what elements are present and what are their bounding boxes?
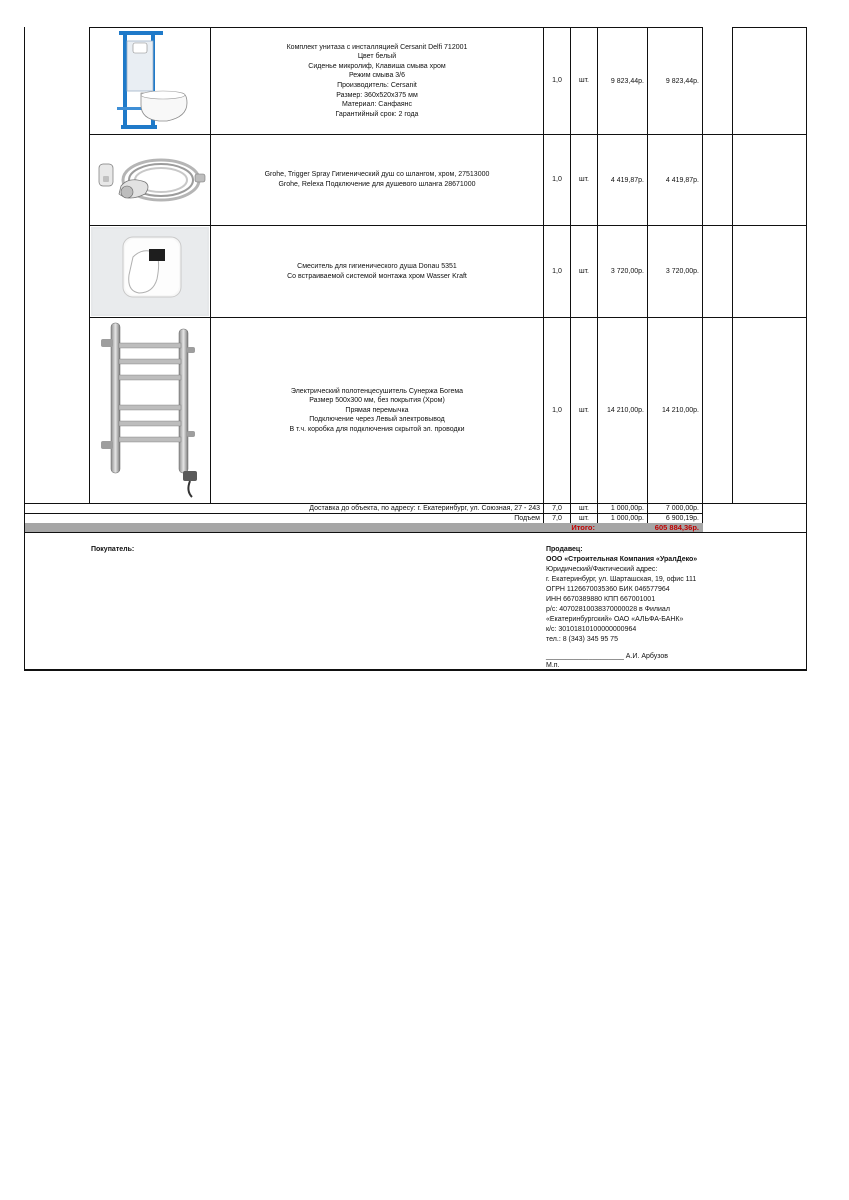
row-divider [732,27,807,28]
total-value: 605 884,36р. [654,523,699,532]
table-border-right [806,27,807,670]
item-unit: шт. [579,77,589,85]
item-sum: 14 210,00р. [662,407,699,414]
description-line: Комплект унитаза с инсталляцией Cersanit Delfi 712001 [286,43,468,51]
description-line: Гарантийный срок: 2 года [335,110,419,118]
description-line: Материал: Санфаянс [341,101,413,109]
item-quantity: 1,0 [552,176,562,184]
description-line: Цвет белый [357,53,397,61]
delivery-sum: 7 000,00р. [665,505,699,512]
seller-detail-line: Юридический/Фактический адрес: [546,566,658,573]
table-border-left [24,27,25,670]
description-line: Grohe, Relexa Подключение для душевого шланга 28671000 [278,181,476,188]
col-divider [89,27,90,503]
item-unit: шт. [579,406,589,414]
seller-detail-line: р/с: 40702810038370000028 в Филиал [546,606,670,613]
description-line: Режим смыва 3/6 [348,72,406,80]
item-sum: 4 419,87р. [665,176,699,184]
item-price: 4 419,87р. [610,176,644,184]
seller-detail-line: к/с: 30101810100000000964 [546,626,637,633]
description-line: Размер: 360х520х375 мм [336,91,418,99]
seller-detail-line: тел.: 8 (343) 345 95 75 [546,636,618,643]
item-quantity: 1,0 [552,406,562,414]
seller-detail-line: ОГРН 1126670035360 БИК 046577964 [546,586,670,593]
towel-warmer-image [91,319,209,502]
item-sum: 9 823,44р. [665,77,699,85]
description-line: Размер 500х300 мм, без покрытия (Хром) [309,397,445,405]
description-line: Прямая перемычка [345,406,409,414]
description-line: Подключение через Левый электровывод [309,416,445,424]
hygienic-shower-hose-image [91,136,209,224]
item-price: 14 210,00р. [607,407,644,414]
col-divider [702,27,703,532]
lifting-quantity: 7,0 [552,514,562,522]
description-line: Производитель: Cersanit [337,82,417,89]
seller-signature-line: ____________________ А.И. Арбузов [546,653,669,660]
description-line: Со встраиваемой системой монтажа хром Wasser Kraft [287,272,467,280]
lifting-unit: шт. [579,514,589,522]
description-line: В т.ч. коробка для подключения скрытой эл. проводки [289,425,465,433]
delivery-quantity: 7,0 [552,504,562,512]
item-description [211,318,543,503]
seller-label: Продавец: [546,546,583,553]
item-price: 3 720,00р. [610,268,644,275]
item-quantity: 1,0 [552,267,562,275]
delivery-price: 1 000,00р. [610,505,644,512]
seller-stamp-place: М.п. [546,662,560,669]
lifting-label: Подъем [514,515,540,522]
description-line: Grohe, Trigger Spray Гигиенический душ со шлангом, хром, 27513000 [264,171,490,179]
item-quantity: 1,0 [552,77,562,85]
buyer-label: Покупатель: [91,546,135,553]
shower-mixer-image [91,227,209,316]
item-unit: шт. [579,267,589,275]
seller-company-name: ООО «Строительная Компания «УралДеко» [546,556,698,563]
lifting-sum: 6 900,19р. [665,515,699,522]
description-line: Электрический полотенцесушитель Сунержа Богема [290,387,464,395]
total-label: Итого: [571,523,595,532]
seller-detail-line: «Екатеринбургский» ОАО «АЛЬФА-БАНК» [546,616,684,623]
item-description [211,135,543,225]
description-line: Сиденье микролиф, Клавиша смыва хром [308,62,446,70]
seller-detail-line: г. Екатеринбург, ул. Шарташская, 19, офис 111 [546,576,697,583]
row-divider [24,532,807,533]
delivery-label: Доставка до объекта, по адресу: г. Екатеринбург, ул. Союзная, 27 - 243 [309,505,540,512]
lifting-price: 1 000,00р. [610,515,644,522]
item-price: 9 823,44р. [610,77,644,85]
delivery-unit: шт. [579,504,589,512]
seller-detail-line: ИНН 6670389880 КПП 667001001 [546,596,656,603]
item-unit: шт. [579,176,589,184]
table-border-bottom [24,669,807,671]
wall-hung-toilet-installation-image [91,29,209,133]
item-sum: 3 720,00р. [665,268,699,275]
item-description [211,226,543,317]
item-description [211,28,543,134]
description-line: Смеситель для гигиенического душа Donau 5351 [297,262,457,270]
col-divider [732,27,733,503]
